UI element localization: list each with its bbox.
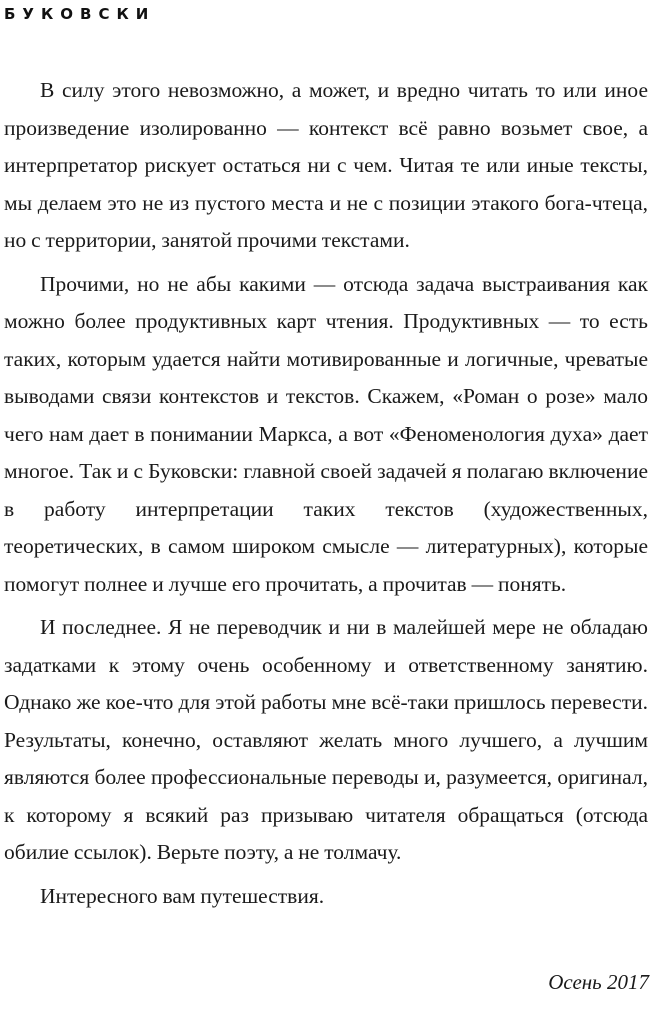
paragraph-3: И последнее. Я не переводчик и ни в малейшей мере не обладаю задатками к этому очень особенному и ответственному занятию. Однако же кое-что для этой работы мне всё-таки пришлось перевести. Результаты, конечно, оставляют желать много лучшего, а лучшим являются более профессиональные переводы и, разумеется, оригинал, к которому я всякий раз призываю читателя обращаться (отсюда обилие ссылок). Верьте поэту, а не толмачу. [4, 615, 648, 864]
paragraph-1: В силу этого невозможно, а может, и вредно читать то или иное произведение изолированно — контекст всё равно возьмет свое, а интерпретатор рискует остаться ни с чем. Читая те или иные тексты, мы делаем это не из пустого места и не с позиции этакого бога-чтеца, но с территории, занятой прочими текстами. [4, 78, 648, 252]
paragraph-4: Интересного вам путешествия. [40, 883, 325, 908]
running-head: БУКОВСКИ [4, 5, 156, 23]
paragraph-2: Прочими, но не абы какими — отсюда задача выстраивания как можно более продуктивных карт чтения. Продуктивных — то есть таких, которым удается найти мотивированные и логичные, чреватые выводами связи контекстов и текстов. Скажем, «Роман о розе» мало чего нам дает в понимании Маркса, а вот «Феноменология духа» дает многое. Так и с Буковски: главной своей задачей я полагаю включение в работу интерпретации таких текстов (художественных, теоретических, в самом широком смысле — литературных), которые помогут полнее и лучше его прочитать, а прочитав — понять. [4, 271, 648, 596]
signature-date: Осень 2017 [548, 970, 649, 994]
body-text [4, 72, 648, 921]
